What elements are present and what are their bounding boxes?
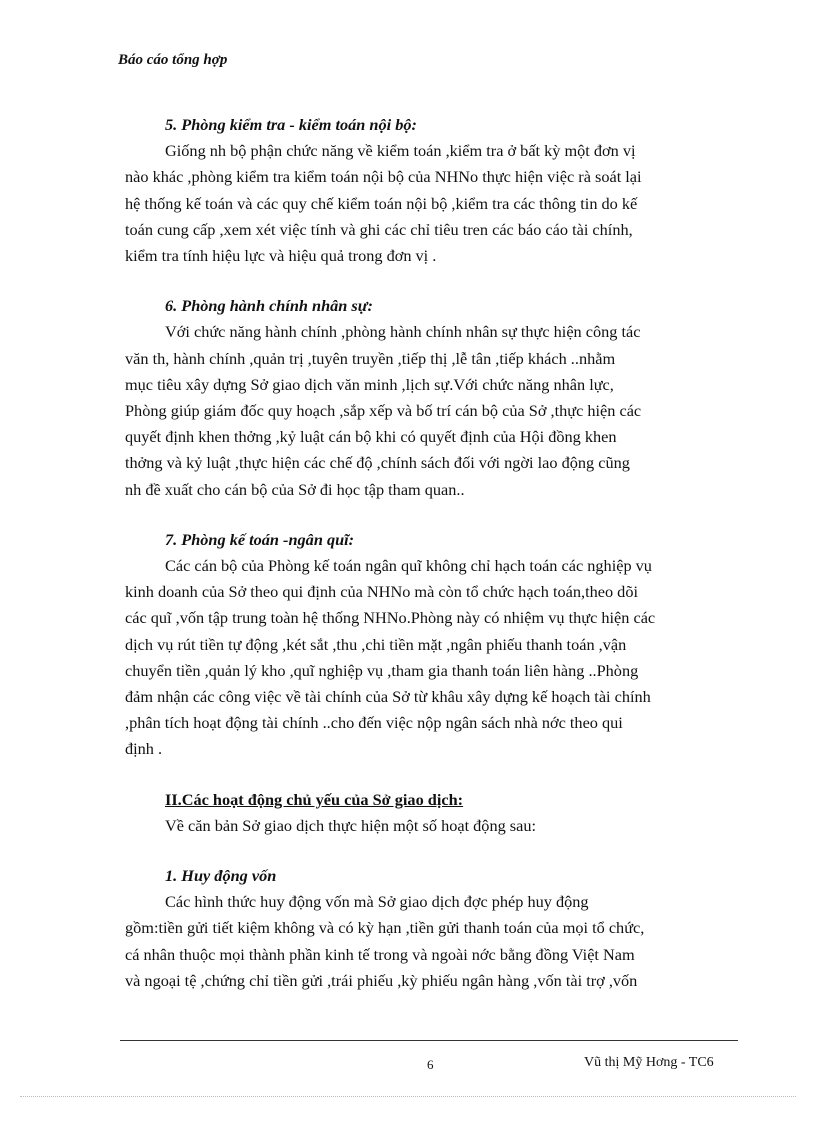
section-heading: 1. Huy động vốn bbox=[165, 866, 277, 886]
text-line: hệ thống kế toán và các quy chế kiểm toán nội bộ ,kiểm tra các thông tin do kế bbox=[125, 193, 638, 213]
paragraph bbox=[125, 553, 737, 763]
section-capital-mobilization bbox=[125, 863, 737, 994]
paragraph bbox=[125, 319, 737, 502]
text-line: Với chức năng hành chính ,phòng hành chính nhân sự thực hiện công tác bbox=[165, 322, 641, 342]
section-heading: 5. Phòng kiểm tra - kiểm toán nội bộ: bbox=[165, 115, 417, 134]
paragraph bbox=[125, 138, 737, 269]
text-line: kiểm tra tính hiệu lực và hiệu quả trong đơn vị . bbox=[125, 246, 437, 266]
section-main-activities bbox=[165, 787, 737, 839]
document-body bbox=[125, 112, 737, 1010]
text-line: kinh doanh của Sở theo qui định của NHNo mà còn tổ chức hạch toán,theo dõi bbox=[125, 582, 638, 602]
section-hr-admin bbox=[125, 293, 737, 503]
text-line: Phòng giúp giám đốc quy hoạch ,sắp xếp và bố trí cán bộ của Sở ,thực hiện các bbox=[125, 401, 642, 421]
section-accounting-treasury bbox=[125, 527, 737, 763]
text-line: quyết định khen thởng ,kỷ luật cán bộ khi có quyết định của Hội đồng khen bbox=[125, 427, 617, 447]
text-line: chuyển tiền ,quản lý kho ,quĩ nghiệp vụ ,tham gia thanh toán liên hàng ..Phòng bbox=[125, 660, 639, 680]
text-line: định . bbox=[125, 739, 163, 759]
page-bottom-border bbox=[20, 1096, 796, 1097]
text-line: Các hình thức huy động vốn mà Sở giao dịch đợc phép huy động bbox=[165, 892, 589, 912]
text-line: mục tiêu xây dựng Sở giao dịch văn minh ,lịch sự.Với chức năng nhân lực, bbox=[125, 374, 614, 394]
text-line: và ngoại tệ ,chứng chỉ tiền gửi ,trái phiếu ,kỳ phiếu ngân hàng ,vốn tài trợ ,vốn bbox=[125, 970, 638, 990]
text-line: nh đề xuất cho cán bộ của Sở đi học tập tham quan.. bbox=[125, 479, 465, 499]
page-number: 6 bbox=[427, 1057, 434, 1072]
paragraph bbox=[165, 813, 737, 839]
text-line: Về căn bản Sở giao dịch thực hiện một số hoạt động sau: bbox=[165, 815, 537, 835]
text-line: Giống nh bộ phận chức năng về kiểm toán ,kiểm tra ở bất kỳ một đơn vị bbox=[165, 141, 636, 161]
text-line: gồm:tiền gửi tiết kiệm không và có kỳ hạn ,tiền gửi thanh toán của mọi tổ chức, bbox=[125, 918, 645, 938]
text-line: dịch vụ rút tiền tự động ,két sắt ,thu ,chi tiền mặt ,ngân phiếu thanh toán ,vận bbox=[125, 634, 627, 654]
text-line: văn th, hành chính ,quản trị ,tuyên truyền ,tiếp thị ,lễ tân ,tiếp khách ..nhằm bbox=[125, 348, 616, 368]
document-header-title: Báo cáo tổng hợp bbox=[118, 52, 228, 68]
text-line: các quĩ ,vốn tập trung toàn hệ thống NHNo.Phòng này có nhiệm vụ thực hiện các bbox=[125, 608, 656, 628]
text-line: nào khác ,phòng kiểm tra kiểm toán nội bộ của NHNo thực hiện việc rà soát lại bbox=[125, 167, 642, 187]
text-line: đảm nhận các công việc về tài chính của Sở từ khâu xây dựng kế hoạch tài chính bbox=[125, 687, 651, 707]
footer-author: Vũ thị Mỹ Hơng - TC6 bbox=[584, 1055, 714, 1070]
section-internal-audit bbox=[125, 112, 737, 269]
text-line: thởng và kỷ luật ,thực hiện các chế độ ,chính sách đối với ngời lao động cũng bbox=[125, 453, 630, 473]
text-line: ,phân tích hoạt động tài chính ..cho đến việc nộp ngân sách nhà nớc theo qui bbox=[125, 713, 623, 733]
paragraph bbox=[125, 889, 737, 994]
text-line: toán cung cấp ,xem xét việc tính và ghi các chỉ tiêu tren các báo cáo tài chính, bbox=[125, 219, 633, 239]
section-heading: 7. Phòng kế toán -ngân quĩ: bbox=[165, 529, 355, 549]
footer-divider bbox=[120, 1040, 738, 1041]
text-line: cá nhân thuộc mọi thành phần kinh tế trong và ngoài nớc bằng đồng Việt Nam bbox=[125, 944, 635, 964]
text-line: Các cán bộ của Phòng kế toán ngân quĩ không chỉ hạch toán các nghiệp vụ bbox=[165, 556, 652, 576]
section-heading: II.Các hoạt động chủ yếu của Sở giao dịch: bbox=[165, 789, 464, 809]
section-heading: 6. Phòng hành chính nhân sự: bbox=[165, 296, 373, 316]
